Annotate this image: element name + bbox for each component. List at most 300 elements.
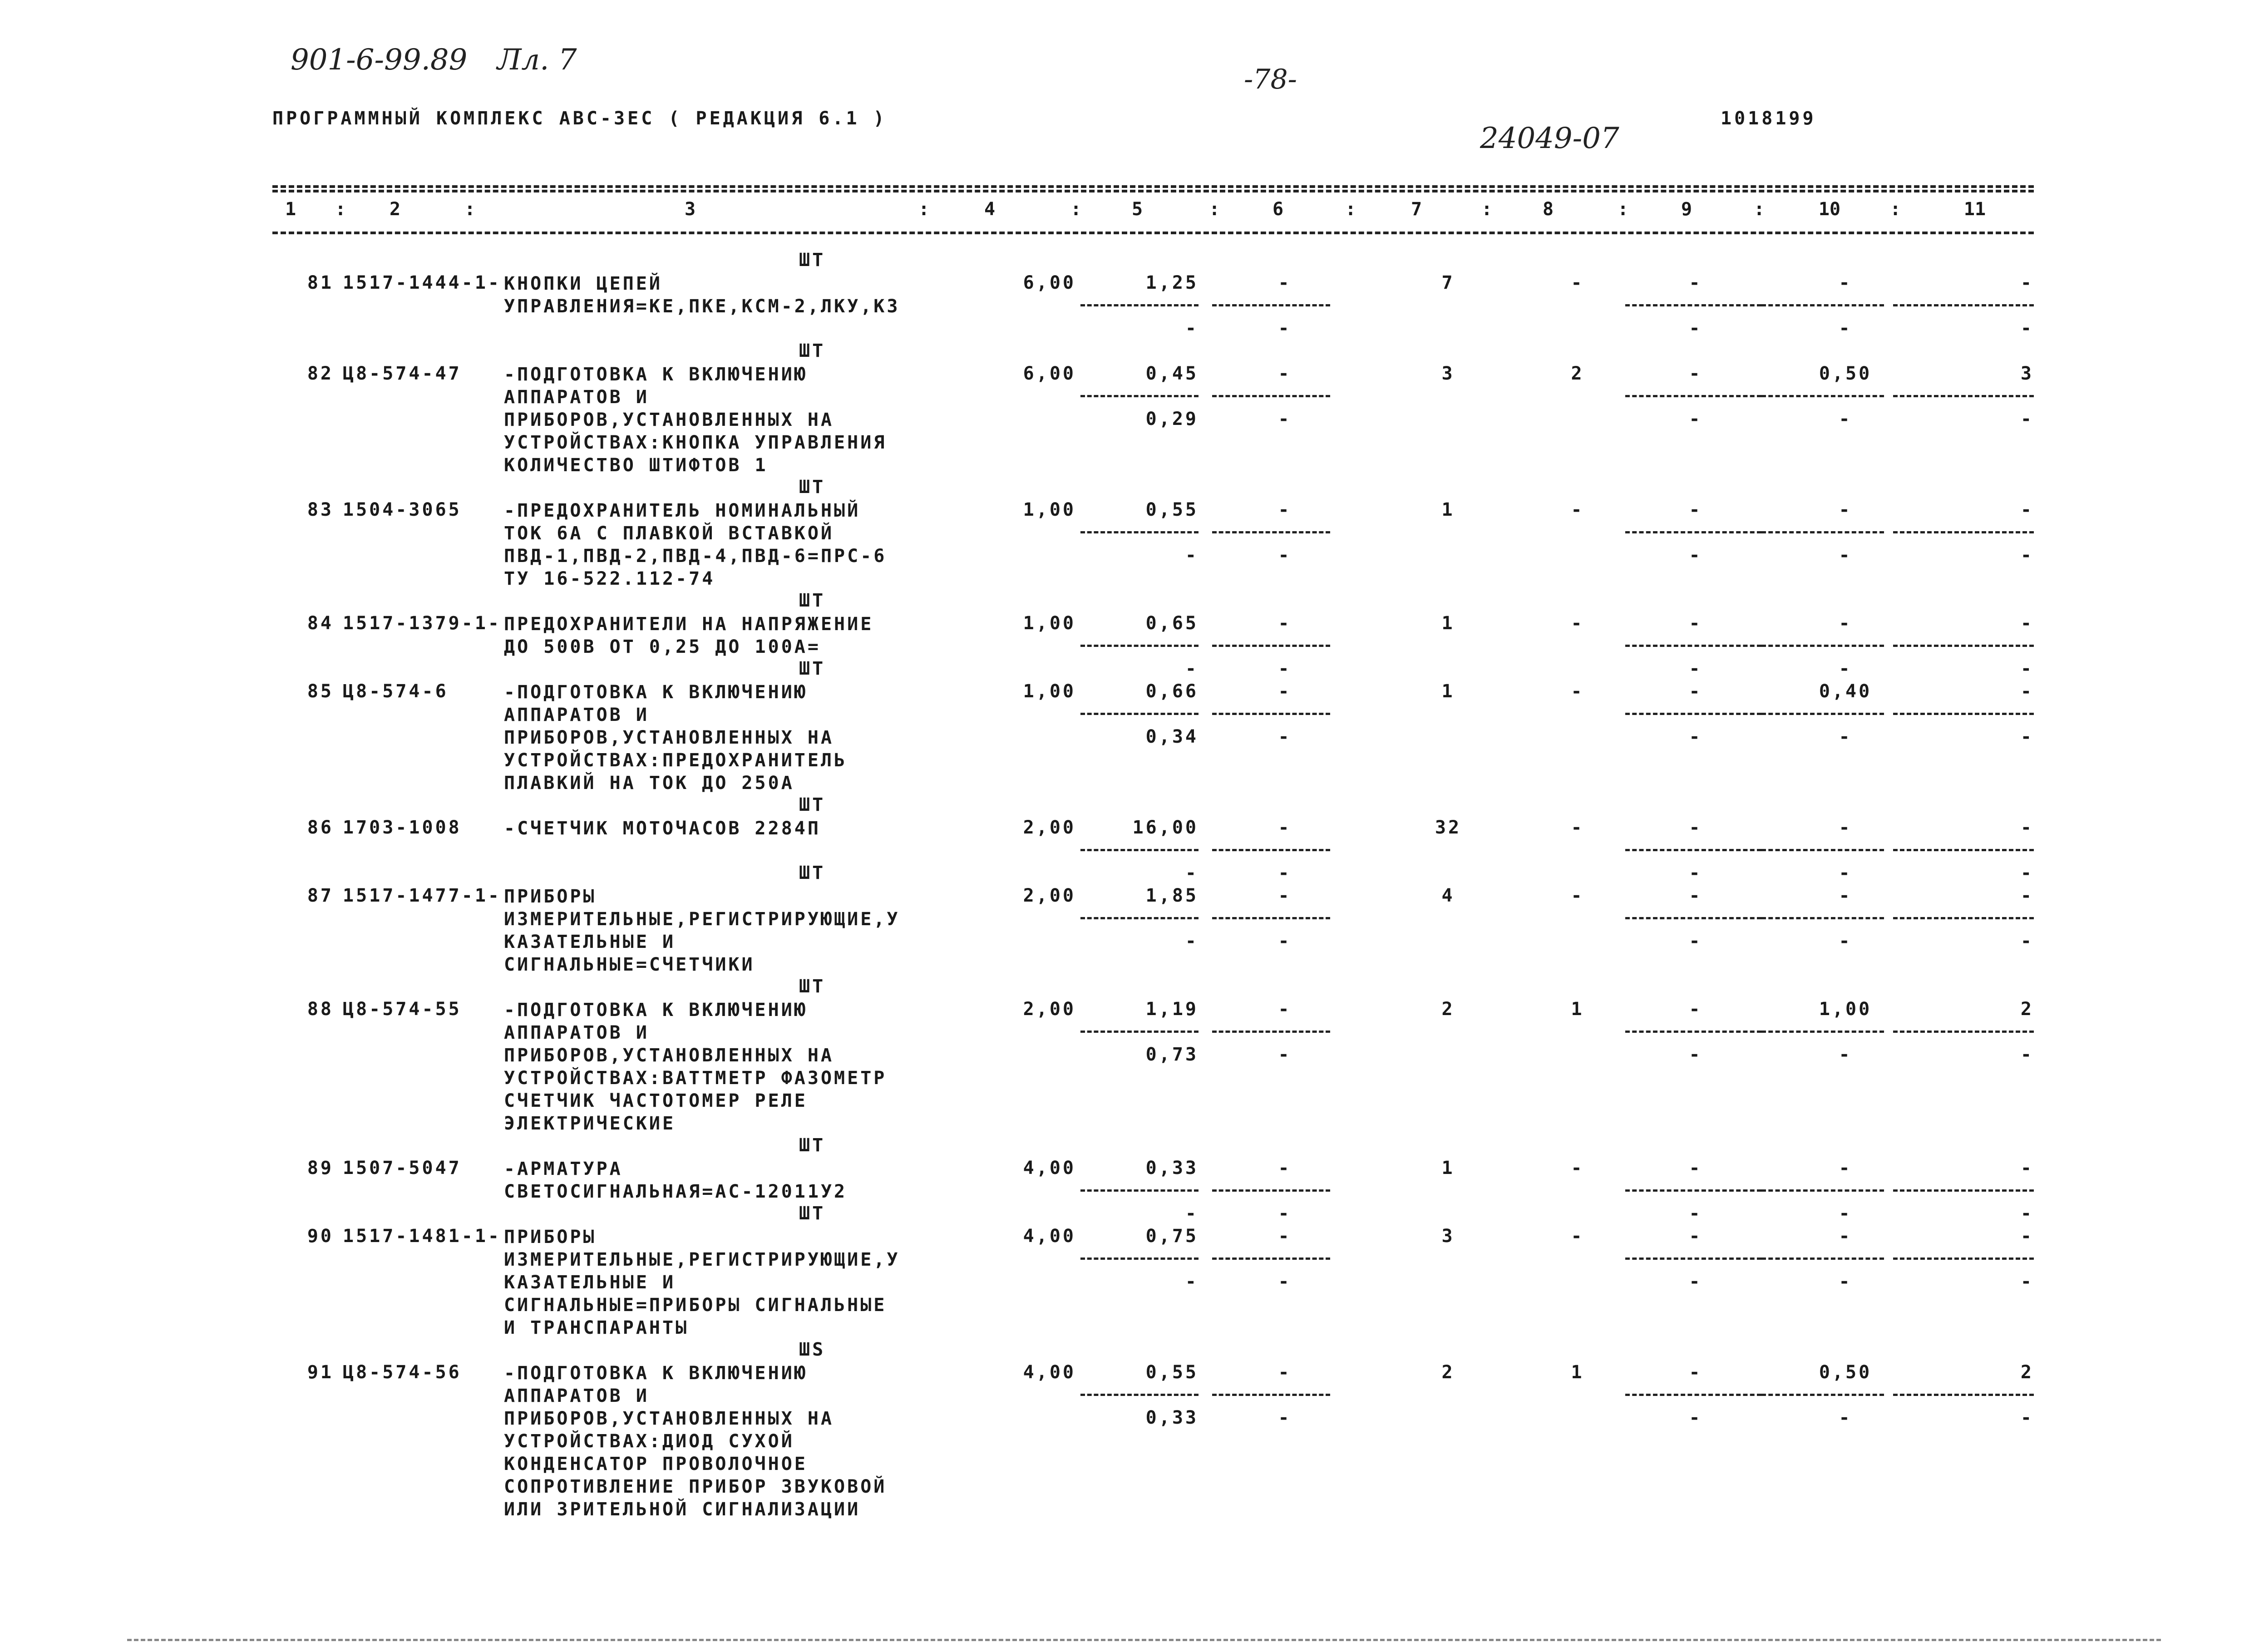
value-divider-line bbox=[1080, 1031, 1199, 1033]
cell-col8: 1 bbox=[1571, 999, 1584, 1020]
description-line: ПРИБОРОВ,УСТАНОВЛЕННЫХ НА bbox=[504, 1408, 834, 1429]
cell-col11: - bbox=[2020, 681, 2034, 702]
row-number: 81 bbox=[307, 272, 334, 293]
description-line: -ПРЕДОХРАНИТЕЛЬ НОМИНАЛЬНЫЙ bbox=[504, 500, 861, 521]
value-divider-line bbox=[1080, 531, 1199, 533]
cell-col11: - bbox=[2020, 817, 2034, 838]
row-number: 84 bbox=[307, 613, 334, 634]
cell-col10: - bbox=[1839, 885, 1852, 906]
cell-col8: - bbox=[1571, 613, 1584, 634]
value-divider-line bbox=[1212, 1394, 1330, 1396]
cell-col5-lower: - bbox=[1185, 931, 1199, 952]
cell-col6-lower: - bbox=[1278, 863, 1292, 883]
value-divider-line bbox=[1212, 1189, 1330, 1192]
value-divider-line bbox=[1761, 395, 1884, 397]
row-number: 83 bbox=[307, 499, 334, 520]
unit-label: ШS bbox=[799, 1339, 826, 1360]
value-divider-line bbox=[1761, 917, 1884, 919]
cell-col7: 2 bbox=[1441, 999, 1455, 1020]
handwritten-sheet-number: Лл. 7 bbox=[497, 43, 577, 77]
cell-col7: 4 bbox=[1441, 885, 1455, 906]
description-line: -СЧЕТЧИК МОТОЧАСОВ 2284П bbox=[504, 818, 821, 839]
cell-col9: - bbox=[1689, 1362, 1702, 1383]
cell-col11-lower: - bbox=[2020, 658, 2034, 679]
item-code: 1703-1008 bbox=[343, 817, 462, 838]
cell-col6: - bbox=[1278, 885, 1292, 906]
cell-col7: 32 bbox=[1435, 817, 1462, 838]
value-divider-line bbox=[1212, 917, 1330, 919]
value-divider-line bbox=[1761, 531, 1884, 533]
cell-col7: 1 bbox=[1441, 681, 1455, 702]
item-code: 1517-1477-1- bbox=[343, 885, 501, 906]
cell-col5-lower: - bbox=[1185, 658, 1199, 679]
item-description bbox=[504, 272, 900, 318]
description-line: ТОК 6А С ПЛАВКОЙ ВСТАВКОЙ bbox=[504, 523, 834, 544]
item-description bbox=[504, 999, 887, 1135]
cell-col11: - bbox=[2020, 1226, 2034, 1247]
cell-col6: - bbox=[1278, 613, 1292, 634]
description-line: КОНДЕНСАТОР ПРОВОЛОЧНОЕ bbox=[504, 1454, 808, 1474]
cell-col10-lower: - bbox=[1839, 318, 1852, 339]
value-divider-line bbox=[1625, 917, 1761, 919]
unit-label: ШТ bbox=[799, 1135, 826, 1156]
cell-col10-lower: - bbox=[1839, 1271, 1852, 1292]
item-description bbox=[504, 1362, 887, 1521]
column-separator: : bbox=[918, 199, 930, 220]
description-line: АППАРАТОВ И bbox=[504, 387, 649, 408]
cell-col5: 0,55 bbox=[1145, 1362, 1199, 1383]
row-number: 88 bbox=[307, 999, 334, 1020]
description-line: ИЗМЕРИТЕЛЬНЫЕ,РЕГИСТРИРУЮЩИЕ,У bbox=[504, 909, 900, 930]
item-code: 1507-5047 bbox=[343, 1158, 462, 1179]
description-line: ИЛИ ЗРИТЕЛЬНОЙ СИГНАЛИЗАЦИИ bbox=[504, 1499, 861, 1520]
cell-col10-lower: - bbox=[1839, 726, 1852, 747]
description-line: ПРИБОРОВ,УСТАНОВЛЕННЫХ НА bbox=[504, 1045, 834, 1066]
value-divider-line bbox=[1893, 1031, 2034, 1033]
description-line: СЧЕТЧИК ЧАСТОТОМЕР РЕЛЕ bbox=[504, 1090, 808, 1111]
description-line: -ПОДГОТОВКА К ВКЛЮЧЕНИЮ bbox=[504, 682, 808, 703]
value-divider-line bbox=[1212, 1257, 1330, 1260]
cell-col10: - bbox=[1839, 1158, 1852, 1179]
cell-col9: - bbox=[1689, 499, 1702, 520]
cell-col10: - bbox=[1839, 499, 1852, 520]
row-number: 85 bbox=[307, 681, 334, 702]
cell-col8: - bbox=[1571, 1158, 1584, 1179]
cell-col10: - bbox=[1839, 272, 1852, 293]
cell-col9-lower: - bbox=[1689, 931, 1702, 952]
description-line: ДО 500В ОТ 0,25 ДО 100А= bbox=[504, 636, 821, 657]
value-divider-line bbox=[1625, 713, 1761, 715]
value-divider-line bbox=[1080, 1189, 1199, 1192]
cell-col10-lower: - bbox=[1839, 931, 1852, 952]
unit-label: ШТ bbox=[799, 794, 826, 815]
value-divider-line bbox=[1761, 849, 1884, 851]
program-title: ПРОГРАММНЫЙ КОМПЛЕКС АВС-ЗЕС ( РЕДАКЦИЯ 6.1 ) bbox=[272, 108, 887, 129]
cell-col4: 1,00 bbox=[1023, 499, 1076, 520]
value-divider-line bbox=[1893, 713, 2034, 715]
cell-col9: - bbox=[1689, 363, 1702, 384]
description-line: СИГНАЛЬНЫЕ=ПРИБОРЫ СИГНАЛЬНЫЕ bbox=[504, 1295, 887, 1316]
column-header-3: 3 bbox=[684, 199, 696, 220]
description-line: УСТРОЙСТВАХ:ДИОД СУХОЙ bbox=[504, 1431, 794, 1452]
cell-col8: - bbox=[1571, 885, 1584, 906]
cell-col11-lower: - bbox=[2020, 863, 2034, 883]
column-header-9: 9 bbox=[1681, 199, 1692, 220]
unit-label: ШТ bbox=[799, 976, 826, 997]
cell-col5: 0,45 bbox=[1145, 363, 1199, 384]
cell-col11-lower: - bbox=[2020, 1203, 2034, 1224]
value-divider-line bbox=[1893, 531, 2034, 533]
value-divider-line bbox=[1212, 395, 1330, 397]
description-line: И ТРАНСПАРАНТЫ bbox=[504, 1317, 689, 1338]
cell-col9: - bbox=[1689, 613, 1702, 634]
cell-col9-lower: - bbox=[1689, 726, 1702, 747]
cell-col4: 4,00 bbox=[1023, 1158, 1076, 1179]
cell-col5-lower: - bbox=[1185, 863, 1199, 883]
description-line: ПРИБОРЫ bbox=[504, 1227, 597, 1248]
value-divider-line bbox=[1625, 395, 1761, 397]
cell-col6: - bbox=[1278, 1158, 1292, 1179]
item-description bbox=[504, 681, 847, 794]
cell-col7: 7 bbox=[1441, 272, 1455, 293]
cell-col11: 2 bbox=[2020, 999, 2034, 1020]
cell-col4: 4,00 bbox=[1023, 1362, 1076, 1383]
column-header-8: 8 bbox=[1542, 199, 1554, 220]
cell-col10-lower: - bbox=[1839, 545, 1852, 566]
cell-col9-lower: - bbox=[1689, 863, 1702, 883]
unit-label: ШТ bbox=[799, 863, 826, 883]
cell-col9: - bbox=[1689, 272, 1702, 293]
value-divider-line bbox=[1761, 1189, 1884, 1192]
description-line: ПВД-1,ПВД-2,ПВД-4,ПВД-6=ПРС-6 bbox=[504, 546, 887, 567]
cell-col4: 1,00 bbox=[1023, 613, 1076, 634]
description-line: УПРАВЛЕНИЯ=КЕ,ПКЕ,КСМ-2,ЛКУ,КЗ bbox=[504, 296, 900, 317]
cell-col4: 1,00 bbox=[1023, 681, 1076, 702]
description-line: СОПРОТИВЛЕНИЕ ПРИБОР ЗВУКОВОЙ bbox=[504, 1476, 887, 1497]
description-line: КАЗАТЕЛЬНЫЕ И bbox=[504, 1272, 676, 1293]
cell-col4: 2,00 bbox=[1023, 817, 1076, 838]
description-line: ПРИБОРЫ bbox=[504, 886, 597, 907]
cell-col9-lower: - bbox=[1689, 1407, 1702, 1428]
value-divider-line bbox=[1893, 849, 2034, 851]
cell-col11-lower: - bbox=[2020, 1407, 2034, 1428]
cell-col9-lower: - bbox=[1689, 409, 1702, 429]
cell-col8: - bbox=[1571, 681, 1584, 702]
item-description bbox=[504, 1158, 847, 1203]
unit-label: ШТ bbox=[799, 340, 826, 361]
description-line: АППАРАТОВ И bbox=[504, 705, 649, 725]
cell-col5-lower: 0,33 bbox=[1145, 1407, 1199, 1428]
cell-col5: 1,19 bbox=[1145, 999, 1199, 1020]
item-description bbox=[504, 817, 821, 840]
value-divider-line bbox=[1625, 1394, 1761, 1396]
description-line: -ПОДГОТОВКА К ВКЛЮЧЕНИЮ bbox=[504, 1363, 808, 1384]
item-code: Ц8-574-47 bbox=[343, 363, 462, 384]
item-code: 1504-3065 bbox=[343, 499, 462, 520]
cell-col9-lower: - bbox=[1689, 1271, 1702, 1292]
description-line: КАЗАТЕЛЬНЫЕ И bbox=[504, 932, 676, 952]
description-line: -АРМАТУРА bbox=[504, 1159, 623, 1179]
table-top-border-2 bbox=[272, 190, 2034, 192]
row-number: 87 bbox=[307, 885, 334, 906]
cell-col5: 0,65 bbox=[1145, 613, 1199, 634]
description-line: ПРИБОРОВ,УСТАНОВЛЕННЫХ НА bbox=[504, 409, 834, 430]
column-header-4: 4 bbox=[984, 199, 996, 220]
cell-col7: 1 bbox=[1441, 1158, 1455, 1179]
value-divider-line bbox=[1893, 645, 2034, 647]
page-bottom-border bbox=[127, 1639, 2161, 1641]
unit-label: ШТ bbox=[799, 658, 826, 679]
column-separator: : bbox=[1345, 199, 1356, 220]
cell-col6: - bbox=[1278, 817, 1292, 838]
column-separator: : bbox=[1481, 199, 1493, 220]
value-divider-line bbox=[1761, 304, 1884, 306]
cell-col11: - bbox=[2020, 1158, 2034, 1179]
column-separator: : bbox=[1617, 199, 1629, 220]
description-line: ИЗМЕРИТЕЛЬНЫЕ,РЕГИСТРИРУЮЩИЕ,У bbox=[504, 1249, 900, 1270]
column-header-11: 11 bbox=[1963, 199, 1986, 220]
column-header-5: 5 bbox=[1131, 199, 1143, 220]
value-divider-line bbox=[1080, 1394, 1199, 1396]
cell-col8: - bbox=[1571, 1226, 1584, 1247]
description-line: ЭЛЕКТРИЧЕСКИЕ bbox=[504, 1113, 676, 1134]
value-divider-line bbox=[1080, 304, 1199, 306]
cell-col11-lower: - bbox=[2020, 1271, 2034, 1292]
cell-col11: - bbox=[2020, 613, 2034, 634]
document-number: 1018199 bbox=[1721, 108, 1816, 129]
value-divider-line bbox=[1080, 645, 1199, 647]
cell-col6-lower: - bbox=[1278, 545, 1292, 566]
item-code: 1517-1379-1- bbox=[343, 613, 501, 634]
unit-label: ШТ bbox=[799, 1203, 826, 1224]
handwritten-code: 24049-07 bbox=[1480, 122, 1619, 155]
cell-col10-lower: - bbox=[1839, 658, 1852, 679]
cell-col4: 4,00 bbox=[1023, 1226, 1076, 1247]
cell-col9-lower: - bbox=[1689, 545, 1702, 566]
cell-col10-lower: - bbox=[1839, 863, 1852, 883]
description-line: -ПОДГОТОВКА К ВКЛЮЧЕНИЮ bbox=[504, 364, 808, 385]
cell-col11-lower: - bbox=[2020, 545, 2034, 566]
cell-col6-lower: - bbox=[1278, 726, 1292, 747]
cell-col11: - bbox=[2020, 885, 2034, 906]
cell-col5: 16,00 bbox=[1132, 817, 1199, 838]
value-divider-line bbox=[1625, 1031, 1761, 1033]
cell-col6: - bbox=[1278, 272, 1292, 293]
description-line: ПЛАВКИЙ НА ТОК ДО 250А bbox=[504, 773, 794, 794]
cell-col5: 0,55 bbox=[1145, 499, 1199, 520]
cell-col5-lower: - bbox=[1185, 1271, 1199, 1292]
value-divider-line bbox=[1761, 1394, 1884, 1396]
item-code: 1517-1444-1- bbox=[343, 272, 501, 293]
column-header-10: 10 bbox=[1818, 199, 1841, 220]
cell-col11: - bbox=[2020, 272, 2034, 293]
cell-col4: 2,00 bbox=[1023, 885, 1076, 906]
row-number: 82 bbox=[307, 363, 334, 384]
value-divider-line bbox=[1212, 1031, 1330, 1033]
column-header-6: 6 bbox=[1272, 199, 1284, 220]
cell-col6: - bbox=[1278, 363, 1292, 384]
unit-label: ШТ bbox=[799, 590, 826, 611]
cell-col9: - bbox=[1689, 1158, 1702, 1179]
value-divider-line bbox=[1080, 713, 1199, 715]
cell-col9: - bbox=[1689, 885, 1702, 906]
cell-col11-lower: - bbox=[2020, 409, 2034, 429]
description-line: КНОПКИ ЦЕПЕЙ bbox=[504, 273, 662, 294]
item-description bbox=[504, 613, 873, 658]
handwritten-reference: 901-6-99.89 bbox=[291, 43, 468, 77]
cell-col4: 6,00 bbox=[1023, 363, 1076, 384]
value-divider-line bbox=[1625, 531, 1761, 533]
item-code: Ц8-574-56 bbox=[343, 1362, 462, 1383]
unit-label: ШТ bbox=[799, 250, 826, 271]
column-header-7: 7 bbox=[1411, 199, 1422, 220]
cell-col6-lower: - bbox=[1278, 409, 1292, 429]
cell-col10: - bbox=[1839, 817, 1852, 838]
value-divider-line bbox=[1212, 304, 1330, 306]
cell-col9: - bbox=[1689, 1226, 1702, 1247]
cell-col9: - bbox=[1689, 999, 1702, 1020]
cell-col10: 1,00 bbox=[1819, 999, 1872, 1020]
value-divider-line bbox=[1212, 849, 1330, 851]
table-top-border bbox=[272, 185, 2034, 188]
cell-col8: 1 bbox=[1571, 1362, 1584, 1383]
value-divider-line bbox=[1080, 1257, 1199, 1260]
cell-col6-lower: - bbox=[1278, 1407, 1292, 1428]
cell-col11-lower: - bbox=[2020, 726, 2034, 747]
item-description bbox=[504, 885, 900, 976]
cell-col10: 0,50 bbox=[1819, 363, 1872, 384]
description-line: АППАРАТОВ И bbox=[504, 1386, 649, 1406]
cell-col11-lower: - bbox=[2020, 931, 2034, 952]
value-divider-line bbox=[1080, 395, 1199, 397]
description-line: УСТРОЙСТВАХ:ПРЕДОХРАНИТЕЛЬ bbox=[504, 750, 848, 771]
cell-col6-lower: - bbox=[1278, 318, 1292, 339]
cell-col7: 3 bbox=[1441, 363, 1455, 384]
value-divider-line bbox=[1212, 645, 1330, 647]
cell-col6: - bbox=[1278, 999, 1292, 1020]
column-separator: : bbox=[1208, 199, 1220, 220]
value-divider-line bbox=[1212, 713, 1330, 715]
cell-col4: 2,00 bbox=[1023, 999, 1076, 1020]
cell-col11: - bbox=[2020, 499, 2034, 520]
cell-col10-lower: - bbox=[1839, 1044, 1852, 1065]
cell-col11-lower: - bbox=[2020, 318, 2034, 339]
value-divider-line bbox=[1625, 849, 1761, 851]
cell-col11: 2 bbox=[2020, 1362, 2034, 1383]
description-line: СИГНАЛЬНЫЕ=СЧЕТЧИКИ bbox=[504, 954, 755, 975]
column-header-1: 1 bbox=[285, 199, 296, 220]
value-divider-line bbox=[1625, 645, 1761, 647]
value-divider-line bbox=[1761, 645, 1884, 647]
cell-col7: 2 bbox=[1441, 1362, 1455, 1383]
item-description bbox=[504, 363, 887, 477]
cell-col6-lower: - bbox=[1278, 658, 1292, 679]
cell-col9: - bbox=[1689, 817, 1702, 838]
cell-col5-lower: 0,73 bbox=[1145, 1044, 1199, 1065]
description-line: УСТРОЙСТВАХ:КНОПКА УПРАВЛЕНИЯ bbox=[504, 432, 887, 453]
cell-col9: - bbox=[1689, 681, 1702, 702]
cell-col5: 1,25 bbox=[1145, 272, 1199, 293]
item-code: 1517-1481-1- bbox=[343, 1226, 501, 1247]
cell-col7: 1 bbox=[1441, 499, 1455, 520]
cell-col5: 0,33 bbox=[1145, 1158, 1199, 1179]
cell-col6-lower: - bbox=[1278, 931, 1292, 952]
value-divider-line bbox=[1625, 304, 1761, 306]
description-line: УСТРОЙСТВАХ:ВАТТМЕТР ФАЗОМЕТР bbox=[504, 1068, 887, 1089]
value-divider-line bbox=[1893, 304, 2034, 306]
row-number: 91 bbox=[307, 1362, 334, 1383]
cell-col6: - bbox=[1278, 681, 1292, 702]
cell-col7: 1 bbox=[1441, 613, 1455, 634]
column-separator: : bbox=[1889, 199, 1901, 220]
column-separator: : bbox=[1753, 199, 1765, 220]
item-description bbox=[504, 1226, 900, 1339]
column-separator: : bbox=[1070, 199, 1082, 220]
column-separator: : bbox=[335, 199, 346, 220]
cell-col10-lower: - bbox=[1839, 1203, 1852, 1224]
description-line: ПРИБОРОВ,УСТАНОВЛЕННЫХ НА bbox=[504, 727, 834, 748]
value-divider-line bbox=[1893, 395, 2034, 397]
row-number: 89 bbox=[307, 1158, 334, 1179]
cell-col11-lower: - bbox=[2020, 1044, 2034, 1065]
value-divider-line bbox=[1761, 1031, 1884, 1033]
column-header-2: 2 bbox=[389, 199, 401, 220]
cell-col6-lower: - bbox=[1278, 1044, 1292, 1065]
value-divider-line bbox=[1625, 1257, 1761, 1260]
cell-col9-lower: - bbox=[1689, 658, 1702, 679]
value-divider-line bbox=[1893, 1394, 2034, 1396]
cell-col9-lower: - bbox=[1689, 1203, 1702, 1224]
cell-col8: - bbox=[1571, 272, 1584, 293]
cell-col5-lower: - bbox=[1185, 318, 1199, 339]
cell-col6-lower: - bbox=[1278, 1271, 1292, 1292]
cell-col9-lower: - bbox=[1689, 318, 1702, 339]
cell-col10: 0,40 bbox=[1819, 681, 1872, 702]
cell-col7: 3 bbox=[1441, 1226, 1455, 1247]
cell-col6: - bbox=[1278, 499, 1292, 520]
value-divider-line bbox=[1761, 713, 1884, 715]
page-number: -78- bbox=[1244, 64, 1297, 95]
description-line: -ПОДГОТОВКА К ВКЛЮЧЕНИЮ bbox=[504, 1000, 808, 1021]
value-divider-line bbox=[1761, 1257, 1884, 1260]
cell-col5-lower: - bbox=[1185, 1203, 1199, 1224]
cell-col8: - bbox=[1571, 499, 1584, 520]
cell-col8: - bbox=[1571, 817, 1584, 838]
value-divider-line bbox=[1893, 1189, 2034, 1192]
value-divider-line bbox=[1080, 917, 1199, 919]
description-line: КОЛИЧЕСТВО ШТИФТОВ 1 bbox=[504, 455, 768, 476]
unit-label: ШТ bbox=[799, 477, 826, 498]
cell-col4: 6,00 bbox=[1023, 272, 1076, 293]
item-code: Ц8-574-55 bbox=[343, 999, 462, 1020]
cell-col10: 0,50 bbox=[1819, 1362, 1872, 1383]
cell-col5: 0,66 bbox=[1145, 681, 1199, 702]
cell-col5: 0,75 bbox=[1145, 1226, 1199, 1247]
cell-col6-lower: - bbox=[1278, 1203, 1292, 1224]
header-bottom-border bbox=[272, 232, 2034, 234]
cell-col6: - bbox=[1278, 1226, 1292, 1247]
row-number: 86 bbox=[307, 817, 334, 838]
item-description bbox=[504, 499, 887, 590]
cell-col10-lower: - bbox=[1839, 409, 1852, 429]
description-line: СВЕТОСИГНАЛЬНАЯ=АС-12011У2 bbox=[504, 1181, 848, 1202]
value-divider-line bbox=[1893, 917, 2034, 919]
cell-col10-lower: - bbox=[1839, 1407, 1852, 1428]
cell-col10: - bbox=[1839, 1226, 1852, 1247]
value-divider-line bbox=[1212, 531, 1330, 533]
description-line: АППАРАТОВ И bbox=[504, 1022, 649, 1043]
cell-col11: 3 bbox=[2020, 363, 2034, 384]
